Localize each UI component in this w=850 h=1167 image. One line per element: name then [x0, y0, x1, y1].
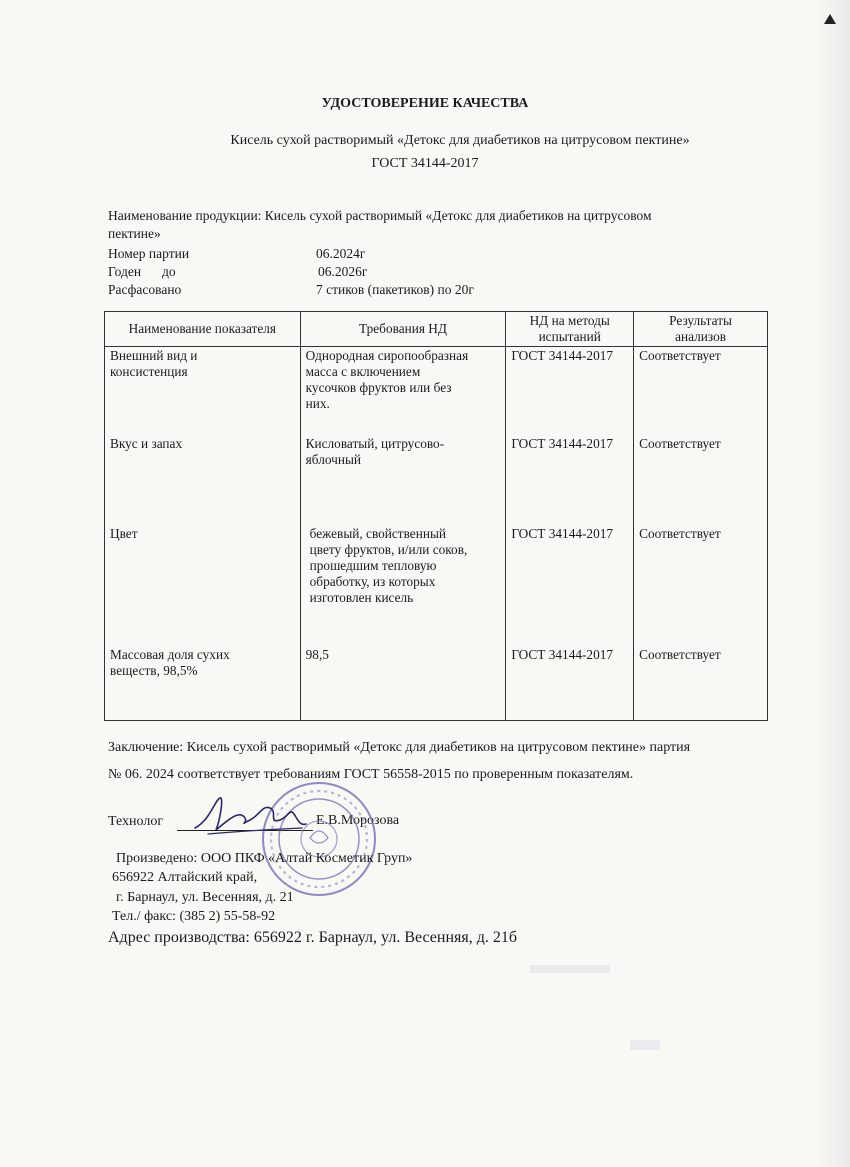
method-cell: ГОСТ 34144-2017 — [506, 347, 634, 435]
header-requirements: Требования НД — [300, 312, 506, 347]
expiry-value: 06.2026г — [318, 264, 368, 279]
expiry-label: Годен — [108, 264, 142, 279]
requirement-cell: бежевый, свойственный цвету фруктов, и/или соков, прошедшим тепловую обработку, из которых изготовлен кисель — [300, 525, 506, 646]
document-title: УДОСТОВЕРЕНИЕ КАЧЕСТВА — [321, 96, 529, 111]
quality-table — [104, 311, 768, 721]
method-cell: ГОСТ 34144-2017 — [506, 646, 634, 721]
producer-line4: Тел./ факс: (385 2) 55-58-92 — [112, 909, 276, 924]
signoff-name: Е.В.Морозова — [316, 813, 400, 828]
signoff-role: Технолог — [108, 814, 164, 829]
indicator-cell: Вкус и запах — [105, 435, 301, 525]
producer-line1: Произведено: ООО ПКФ «Алтай Косметик Груп» — [116, 851, 413, 866]
product-name-line2: пектине» — [108, 226, 161, 241]
packed-label: Расфасовано — [108, 282, 182, 297]
scan-artifact — [630, 1040, 660, 1050]
packed-value: 7 стиков (пакетиков) по 20г — [316, 282, 474, 297]
requirement-cell: Однородная сиропообразная масса с включением кусочков фруктов или без них. — [300, 347, 506, 435]
scan-artifact — [530, 965, 610, 973]
table-header-row — [105, 312, 768, 347]
corner-arrow-icon — [824, 14, 836, 24]
table-row — [105, 435, 768, 525]
producer-line3: г. Барнаул, ул. Весенняя, д. 21 — [116, 890, 294, 905]
gost-standard: ГОСТ 34144-2017 — [371, 156, 479, 171]
handwritten-signature — [190, 790, 310, 845]
producer-line5: Адрес производства: 656922 г. Барнаул, ул. Весенняя, д. 21б — [108, 929, 518, 946]
table-row — [105, 525, 768, 646]
indicator-cell: Внешний вид и консистенция — [105, 347, 301, 435]
product-label: Наименование продукции: — [108, 208, 262, 223]
result-cell: Соответствует — [634, 525, 768, 646]
indicator-cell: Массовая доля сухих веществ, 98,5% — [105, 646, 301, 721]
result-cell: Соответствует — [634, 347, 768, 435]
requirement-cell: Кисловатый, цитрусово- яблочный — [300, 435, 506, 525]
result-cell: Соответствует — [634, 646, 768, 721]
product-name-line1 — [108, 207, 652, 224]
product-value: Кисель сухой растворимый «Детокс для диабетиков на цитрусовом — [264, 208, 652, 223]
table-row — [105, 646, 768, 721]
batch-label: Номер партии — [108, 246, 190, 261]
method-cell: ГОСТ 34144-2017 — [506, 435, 634, 525]
indicator-cell: Цвет — [105, 525, 301, 646]
conclusion-line2: № 06. 2024 соответствует требованиям ГОСТ 56558-2015 по проверенным показателям. — [108, 767, 634, 782]
result-cell: Соответствует — [634, 435, 768, 525]
header-indicator: Наименование показателя — [105, 312, 301, 347]
producer-line2: 656922 Алтайский край, — [112, 870, 258, 885]
table-row — [105, 347, 768, 435]
header-results: Результаты анализов — [634, 312, 768, 347]
header-methods: НД на методы испытаний — [506, 312, 634, 347]
conclusion-line1: Заключение: Кисель сухой растворимый «Детокс для диабетиков на цитрусовом пектине» партия — [108, 740, 691, 755]
expiry-label-2: до — [162, 264, 176, 279]
product-subtitle: Кисель сухой растворимый «Детокс для диабетиков на цитрусовом пектине» — [230, 133, 690, 148]
scan-edge-shadow — [816, 0, 850, 1167]
method-cell: ГОСТ 34144-2017 — [506, 525, 634, 646]
batch-value: 06.2024г — [316, 246, 366, 261]
requirement-cell: 98,5 — [300, 646, 506, 721]
